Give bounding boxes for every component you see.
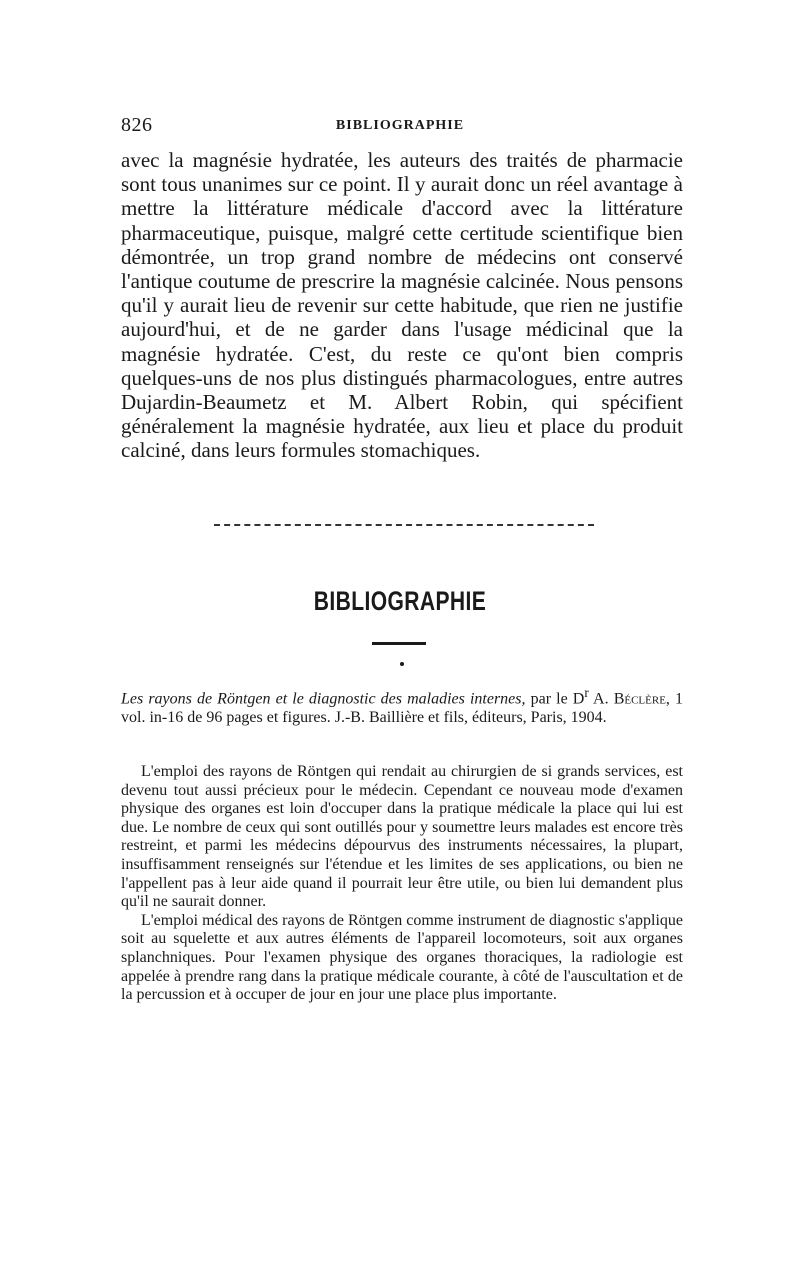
section-separator [214,524,594,526]
reference-by-superscript: r [584,685,589,700]
review-paragraph: L'emploi médical des rayons de Röntgen comme instrument de diagnostic s'applique soit au squelette et aux autres éléments de l'appareil locomoteurs, soit aux organes splanchniques. Pour l'examen physique des organes thoraciques, la radiologie est appelée à prendre rang dans la pratique médicale courante, à côté de l'auscultation et de la percussion et à occuper de jour en jour une place plus importante. [121,911,683,1004]
title-rule [372,642,426,645]
review-paragraph: L'emploi des rayons de Röntgen qui rendait au chirurgien de si grands services, est devenu tout aussi précieux pour le médecin. Cependant ce nouveau mode d'examen physique des organes est loin d'occuper dans la pratique médicale la place qui lui est due. Le nombre de ceux qui sont outillés pour y soumettre leurs malades est encore très restreint, et parmi les médecins dépourvus des instruments nécessaires, la plupart, insuffisamment renseignés sur l'étendue et les limites de ses applications, ou bien ne l'appellent pas à leur aide quand il pourrait leur être utile, ou bien lui demandent plus qu'il ne saurait donner. [121,763,683,911]
section-title: BIBLIOGRAPHIE [313,586,487,616]
reference-author: Béclère [613,690,666,708]
page-number: 826 [121,114,153,136]
bibliographic-reference [121,684,683,727]
review-text [121,763,683,1005]
reference-initial: A. [588,690,614,708]
reference-by: par le D [525,690,585,708]
running-head: BIBLIOGRAPHIE [335,118,465,133]
reference-title: Les rayons de Röntgen et le diagnostic des maladies internes, [121,690,526,708]
title-dot [400,662,404,666]
main-text [121,148,683,463]
main-paragraph: avec la magnésie hydratée, les auteurs des traités de pharmacie sont tous unanimes sur ce point. Il y aurait donc un réel avantage à mettre la littérature médicale d'accord avec la littérature pharmaceutique, puisque, malgré cette certitude scientifique bien démontrée, un trop grand nombre de médecins ont conservé l'antique coutume de prescrire la magnésie calcinée. Nous pensons qu'il y aurait lieu de revenir sur cette habitude, que rien ne justifie aujourd'hui, et de ne garder dans l'usage médicinal que la magnésie hydratée. C'est, du reste ce qu'ont bien compris quelques-uns de nos plus distingués pharmacologues, entre autres Dujardin-Beaumetz et M. Albert Robin, qui spécifient généralement la magnésie hydratée, aux lieu et place du produit calciné, dans leurs formules stomachiques. [121,148,683,463]
reference-details: , 1 vol. in-16 de 96 pages et figures. J.-B. Baillière et fils, éditeurs, Paris, 1904. [121,690,684,726]
